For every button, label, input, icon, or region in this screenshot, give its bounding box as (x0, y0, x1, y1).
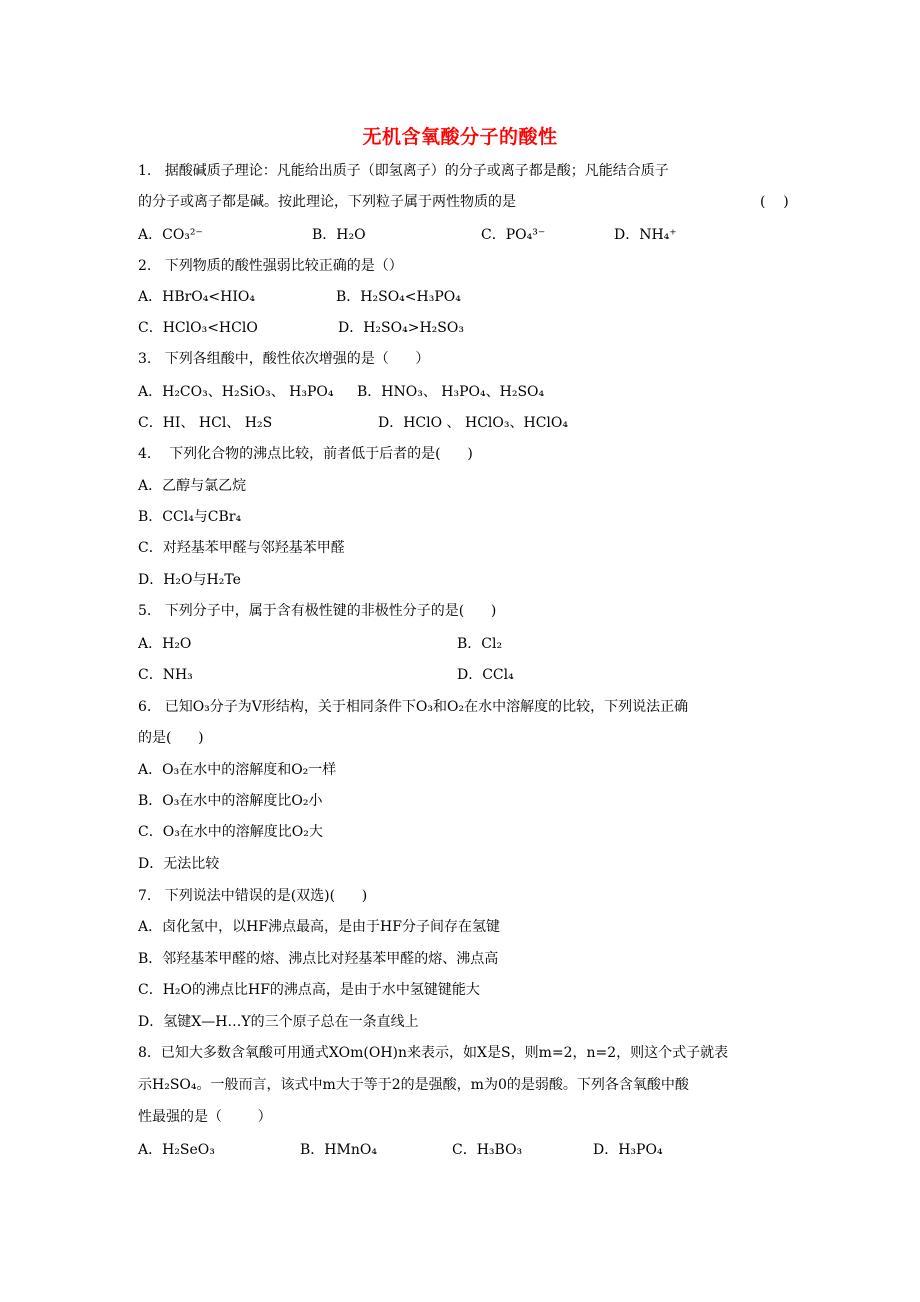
question-4-option-c: C．对羟基苯甲醛与邻羟基苯甲醛 (138, 540, 345, 556)
question-6-option-b: B．O₃在水中的溶解度比O₂小 (138, 793, 323, 809)
question-8-stem-line-3: 性最强的是（ ） (138, 1109, 272, 1125)
question-7-option-b: B．邻羟基苯甲醛的熔、沸点比对羟基苯甲醛的熔、沸点高 (138, 951, 499, 967)
question-8-stem-line-2: 示H₂SO₄。一般而言，该式中m大于等于2的是强酸，m为0的是弱酸。下列各含氧酸中酸 (138, 1077, 689, 1093)
question-3-option-a: A．H₂CO₃、H₂SiO₃、 H₃PO₄ (138, 384, 334, 400)
question-2-stem: 2. 下列物质的酸性强弱比较正确的是（） (138, 258, 403, 274)
question-8-stem-line-1: 8．已知大多数含氧酸可用通式XOm(OH)n来表示，如X是S，则m=2，n=2，则这个式子就表 (138, 1045, 729, 1061)
question-8-option-c: C．H₃BO₃ (452, 1142, 523, 1158)
question-4-option-a: A．乙醇与氯乙烷 (138, 478, 247, 494)
question-1-stem-line-2: 的分子或离子都是碱。按此理论，下列粒子属于两性物质的是 (138, 194, 516, 210)
question-7-option-a: A．卤化氢中，以HF沸点最高，是由于HF分子间存在氢键 (138, 919, 500, 935)
question-3-option-c: C．HI、 HCl、 H₂S (138, 415, 273, 431)
question-5-option-c: C．NH₃ (138, 667, 193, 683)
question-2-option-a: A．HBrO₄<HIO₄ (138, 289, 255, 305)
question-4-stem: 4. 下列化合物的沸点比较，前者低于后者的是( ) (138, 446, 473, 462)
question-3-option-b: B．HNO₃、 H₃PO₄、H₂SO₄ (357, 384, 545, 400)
question-2-option-b: B．H₂SO₄<H₃PO₄ (336, 289, 461, 305)
question-5-option-a: A．H₂O (138, 636, 192, 652)
question-2-option-c: C．HClO₃<HClO (138, 320, 258, 336)
question-2-option-d: D．H₂SO₄>H₂SO₃ (338, 320, 464, 336)
question-6-stem-line-1: 6. 已知O₃分子为V形结构，关于相同条件下O₃和O₂在水中溶解度的比较，下列说法正确 (138, 699, 689, 715)
question-1-stem-line-1: 1. 据酸碱质子理论：凡能给出质子（即氢离子）的分子或离子都是酸；凡能结合质子 (138, 163, 669, 179)
question-5-option-d: D．CCl₄ (457, 667, 514, 683)
question-4-option-d: D．H₂O与H₂Te (138, 572, 241, 588)
question-8-option-a: A．H₂SeO₃ (138, 1142, 215, 1158)
question-1-option-a: A．CO₃²⁻ (138, 227, 203, 243)
question-3-option-d: D．HClO 、 HClO₃、HClO₄ (378, 415, 568, 431)
question-6-option-a: A．O₃在水中的溶解度和O₂一样 (138, 762, 337, 778)
question-3-stem: 3. 下列各组酸中，酸性依次增强的是（ ） (138, 351, 430, 367)
question-7-option-c: C．H₂O的沸点比HF的沸点高，是由于水中氢键键能大 (138, 982, 480, 998)
question-4-option-b: B．CCl₄与CBr₄ (138, 509, 242, 525)
question-6-stem-line-2: 的是( ) (138, 730, 204, 746)
question-1-answer-bracket: ( ) (760, 194, 789, 210)
question-8-option-d: D．H₃PO₄ (593, 1142, 663, 1158)
question-6-option-d: D．无法比较 (138, 856, 220, 872)
question-7-stem: 7. 下列说法中错误的是(双选)( ) (138, 888, 368, 904)
question-6-option-c: C．O₃在水中的溶解度比O₂大 (138, 824, 323, 840)
document-title: 无机含氧酸分子的酸性 (362, 126, 558, 148)
question-5-stem: 5. 下列分子中，属于含有极性键的非极性分子的是( ) (138, 603, 497, 619)
question-8-option-b: B．HMnO₄ (300, 1142, 377, 1158)
question-1-option-d: D．NH₄⁺ (614, 227, 677, 243)
question-1-option-c: C．PO₄³⁻ (481, 227, 546, 243)
question-5-option-b: B．Cl₂ (457, 636, 503, 652)
question-7-option-d: D．氢键X—H…Y的三个原子总在一条直线上 (138, 1014, 419, 1030)
question-1-option-b: B．H₂O (312, 227, 366, 243)
